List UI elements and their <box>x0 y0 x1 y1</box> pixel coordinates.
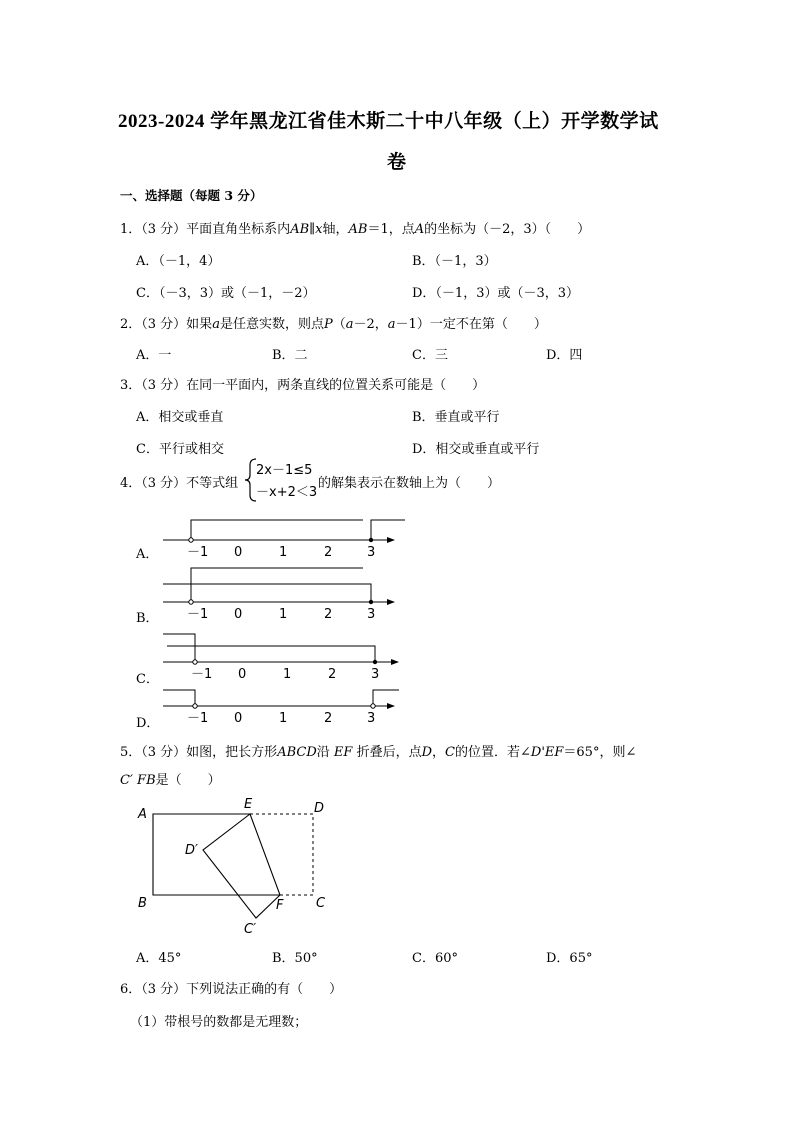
q2-text4: －2， <box>353 317 388 332</box>
tick-a-2: 2 <box>324 545 333 560</box>
q4-option-b[interactable]: B． <box>136 611 159 626</box>
q1-option-c[interactable]: C．（－3，3）或（－1，－2） <box>136 286 316 301</box>
number-line-a <box>163 520 405 560</box>
q5-text: 5．（3 分）如图，把长方形 <box>120 745 278 760</box>
q2-var-a1: a <box>345 317 354 332</box>
q2-text3: （ <box>332 317 346 332</box>
question-2-stem <box>120 313 547 332</box>
folded-quadrilateral <box>203 814 280 918</box>
rectangle-solid-edges <box>153 814 280 895</box>
label-C-prime: C′ <box>244 922 257 937</box>
question-6-stem: 6．（3 分）下列说法正确的有（ ） <box>120 982 343 997</box>
q5-option-b[interactable]: B．50° <box>272 951 318 966</box>
tick-c-0: 0 <box>238 667 247 682</box>
tick-b-3: 3 <box>367 607 376 622</box>
q4-inequality-1: 2x－1≤5 <box>256 463 313 478</box>
q4-option-a[interactable]: A． <box>136 547 159 562</box>
q3-option-a[interactable]: A．相交或垂直 <box>136 410 224 425</box>
q5-option-c[interactable]: C．60° <box>412 951 458 966</box>
q2-option-b[interactable]: B．二 <box>272 348 308 363</box>
tick-a-3: 3 <box>367 545 376 560</box>
q5-var-ef: EF <box>333 745 353 760</box>
number-line-d <box>163 690 399 726</box>
q5-var-d: D <box>421 745 433 760</box>
rectangle-dashed-edges <box>250 814 313 895</box>
q3-option-d[interactable]: D．相交或垂直或平行 <box>412 442 540 457</box>
q1-parallel: ∥ <box>309 222 316 237</box>
label-A: A <box>138 807 147 822</box>
tick-b-2: 2 <box>324 607 333 622</box>
tick-c-2: 2 <box>328 667 337 682</box>
q1-option-d[interactable]: D．（－1，3）或（－3，3） <box>412 286 580 301</box>
section-heading: 一、选择题（每题 3 分） <box>120 188 263 203</box>
page-title-cont: 卷 <box>387 152 407 173</box>
q5-var-c: C <box>445 745 455 760</box>
q5-option-a[interactable]: A．45° <box>136 951 182 966</box>
q1-var-x: x <box>315 222 323 237</box>
tick-a-1: 1 <box>279 545 288 560</box>
q5-var-c-prime: C′ <box>120 773 133 788</box>
q5-var-fb: FB <box>137 773 156 788</box>
tick-b-neg1: －1 <box>187 607 209 622</box>
q1-option-a[interactable]: A．（－1，4） <box>136 254 221 269</box>
page-title: 2023-2024 学年黑龙江省佳木斯二十中八年级（上）开学数学试 <box>118 111 659 132</box>
q1-option-b[interactable]: B．（－1，3） <box>412 254 497 269</box>
q1-text: 1．（3 分）平面直角坐标系内 <box>120 222 291 237</box>
number-line-c <box>163 634 399 682</box>
tick-c-neg1: －1 <box>191 667 213 682</box>
question-4-stem-a: 4．（3 分）不等式组 <box>120 476 239 491</box>
tick-b-1: 1 <box>279 607 288 622</box>
q4-option-d[interactable]: D． <box>136 716 160 731</box>
label-C: C <box>316 896 326 911</box>
number-line-b <box>163 568 395 622</box>
q6-statement-1: （1）带根号的数都是无理数； <box>130 1015 308 1030</box>
q3-option-c[interactable]: C．平行或相交 <box>136 442 224 457</box>
question-5-stem-line2 <box>120 769 221 788</box>
q5-text4: ， <box>432 745 446 760</box>
q2-option-d[interactable]: D．四 <box>546 348 583 363</box>
q5-option-d[interactable]: D．65° <box>546 951 593 966</box>
q1-text2: 轴， <box>322 222 349 237</box>
tick-d-3: 3 <box>367 711 376 726</box>
q2-option-a[interactable]: A．一 <box>136 348 172 363</box>
q1-var-A: A <box>414 222 425 237</box>
tick-c-1: 1 <box>283 667 292 682</box>
tick-d-neg1: －1 <box>187 711 209 726</box>
question-5-stem <box>120 741 636 760</box>
q5-text3: 折叠后，点 <box>356 745 422 760</box>
tick-c-3: 3 <box>371 667 380 682</box>
question-3-stem: 3．（3 分）在同一平面内，两条直线的位置关系可能是（ ） <box>120 378 486 393</box>
question-1-stem <box>120 218 590 237</box>
q1-text3: ＝1，点 <box>367 222 415 237</box>
tick-a-neg1: －1 <box>187 545 209 560</box>
question-4-stem-b: 的解集表示在数轴上为（ ） <box>318 476 501 491</box>
q2-text2: 是任意实数，则点 <box>219 317 324 332</box>
tick-d-2: 2 <box>324 711 333 726</box>
q5-text2: 沿 <box>316 745 330 760</box>
q5-text7: 是（ ） <box>155 773 221 788</box>
q4-inequality-2: －x+2＜3 <box>256 485 318 500</box>
q1-var-ab2: AB <box>348 222 368 237</box>
q5-text5: 的位置．若∠ <box>454 745 531 760</box>
q5-var-abcd: ABCD <box>277 745 317 760</box>
q2-text: 2．（3 分）如果 <box>120 317 213 332</box>
q2-var-a: a <box>212 317 220 332</box>
label-D-prime: D′ <box>185 843 198 858</box>
q4-option-c[interactable]: C． <box>136 672 159 687</box>
q4-number-lines <box>155 510 415 730</box>
q5-fold-diagram <box>130 790 340 940</box>
q2-option-c[interactable]: C．三 <box>412 348 448 363</box>
q2-var-a2: a <box>387 317 396 332</box>
tick-d-0: 0 <box>234 711 243 726</box>
q2-var-P: P <box>323 317 333 332</box>
tick-d-1: 1 <box>279 711 288 726</box>
q5-text6: ＝65°，则∠ <box>563 745 637 760</box>
q3-option-b[interactable]: B．垂直或平行 <box>412 410 500 425</box>
q1-text4: 的坐标为（－2，3）（ ） <box>424 222 591 237</box>
q2-text5: －1）一定不在第（ ） <box>395 317 547 332</box>
q1-var-ab: AB <box>290 222 310 237</box>
tick-b-0: 0 <box>234 607 243 622</box>
label-E: E <box>244 797 253 812</box>
tick-a-0: 0 <box>234 545 243 560</box>
label-B: B <box>138 896 147 911</box>
q5-var-def: D'EF <box>530 745 564 760</box>
label-F: F <box>276 898 284 913</box>
label-D: D <box>314 801 325 816</box>
